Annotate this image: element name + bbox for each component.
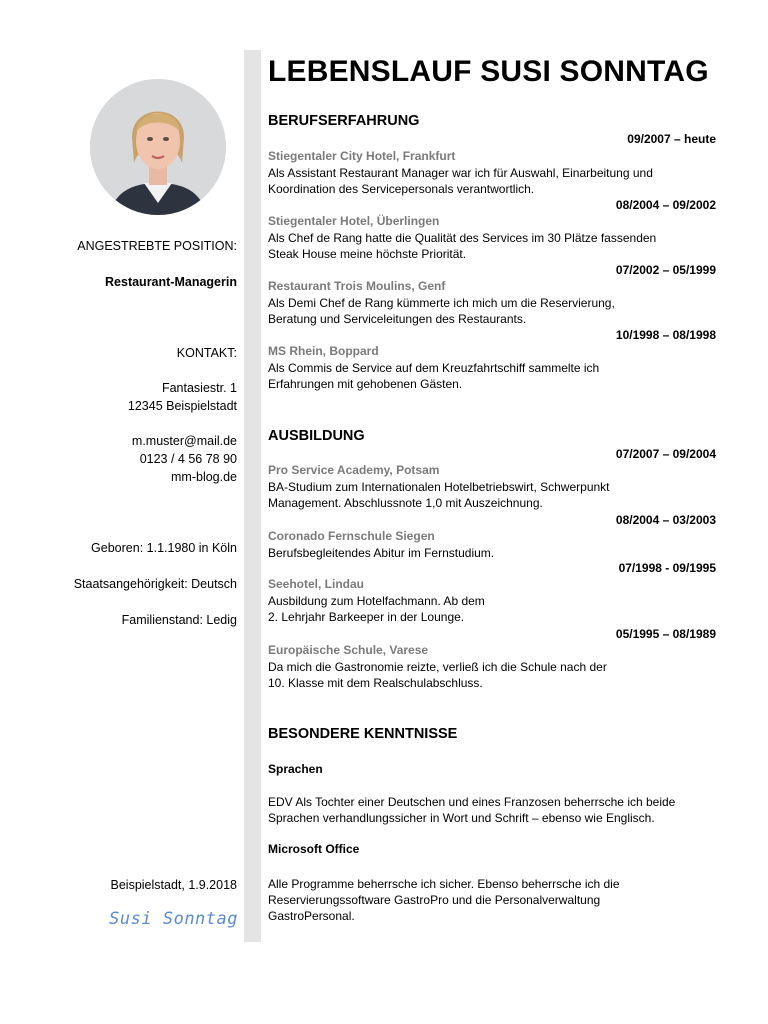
contact-street: Fantasiestr. 1 xyxy=(161,381,237,395)
description-line: Koordination des Servicepersonals verantwortlich. xyxy=(268,182,535,196)
position-label: ANGESTREBTE POSITION: xyxy=(77,239,237,253)
languages-description xyxy=(268,794,718,826)
description-line: 10. Klasse mit dem Realschulabschluss. xyxy=(268,676,483,690)
description-line: Als Demi Chef de Rang kümmerte ich mich um die Reservierung, xyxy=(268,296,615,310)
marital-status-info: Familienstand: Ledig xyxy=(121,613,237,627)
birth-info: Geboren: 1.1.1980 in Köln xyxy=(91,541,237,555)
experience-title: Stiegentaler Hotel, Überlingen xyxy=(268,214,440,228)
education-title: Pro Service Academy, Potsam xyxy=(268,463,440,477)
experience-heading: BERUFSERFAHRUNG xyxy=(268,113,420,129)
signature: Susi Sonntag xyxy=(109,909,238,929)
position-value: Restaurant-Managerin xyxy=(105,275,237,289)
education-description xyxy=(268,545,718,561)
experience-date: 07/2002 – 05/1999 xyxy=(615,263,716,277)
contact-label: KONTAKT: xyxy=(176,346,237,360)
description-line: Da mich die Gastronomie reizte, verließ ich die Schule nach der xyxy=(268,660,607,674)
portrait-image xyxy=(90,79,226,215)
experience-date: 09/2007 – heute xyxy=(627,132,716,146)
education-title: Seehotel, Lindau xyxy=(268,577,365,591)
main-content xyxy=(268,0,720,1024)
experience-description xyxy=(268,360,718,392)
description-line: Als Chef de Rang hatte die Qualität des Services im 30 Plätze fassenden xyxy=(268,231,657,245)
experience-description xyxy=(268,165,718,197)
education-title: Europäische Schule, Varese xyxy=(268,643,429,657)
description-line: Als Assistant Restaurant Manager war ich für Auswahl, Einarbeitung und xyxy=(268,166,653,180)
education-title: Coronado Fernschule Siegen xyxy=(268,529,435,543)
education-date: 08/2004 – 03/2003 xyxy=(615,513,716,527)
education-description xyxy=(268,593,718,625)
description-line: BA-Studium zum Internationalen Hotelbetriebswirt, Schwerpunkt xyxy=(268,480,610,494)
office-label: Microsoft Office xyxy=(268,842,360,856)
experience-date: 08/2004 – 09/2002 xyxy=(615,198,716,212)
vertical-divider xyxy=(244,50,261,942)
description-line: Beratung und Serviceleitungen des Restaurants. xyxy=(268,312,527,326)
description-line: Steak House meine höchste Priorität. xyxy=(268,247,467,261)
description-line: Erfahrungen mit gehobenen Gästen. xyxy=(268,377,463,391)
experience-description xyxy=(268,230,718,262)
skills-heading: BESONDERE KENNTNISSE xyxy=(268,726,458,742)
contact-blog: mm-blog.de xyxy=(171,470,237,484)
description-line: 2. Lehrjahr Barkeeper in der Lounge. xyxy=(268,610,465,624)
experience-title: MS Rhein, Boppard xyxy=(268,344,379,358)
description-line: Als Commis de Service auf dem Kreuzfahrtschiff sammelte ich xyxy=(268,361,600,375)
languages-label: Sprachen xyxy=(268,762,323,776)
description-line: Alle Programme beherrsche ich sicher. Ebenso beherrsche ich die xyxy=(268,877,620,891)
description-line: EDV Als Tochter einer Deutschen und eines Franzosen beherrsche ich beide xyxy=(268,795,676,809)
education-date: 07/2007 – 09/2004 xyxy=(615,447,716,461)
education-heading: AUSBILDUNG xyxy=(268,428,365,444)
description-line: Reservierungssoftware GastroPro und die Personalverwaltung xyxy=(268,893,601,907)
education-description xyxy=(268,659,718,691)
experience-title: Restaurant Trois Moulins, Genf xyxy=(268,279,446,293)
office-description xyxy=(268,876,718,924)
description-line: Management. Abschlussnote 1,0 mit Auszeichnung. xyxy=(268,496,543,510)
description-line: Berufsbegleitendes Abitur im Fernstudium. xyxy=(268,546,495,560)
page-title: LEBENSLAUF SUSI SONNTAG xyxy=(268,55,709,88)
place-date: Beispielstadt, 1.9.2018 xyxy=(110,878,237,892)
education-date: 07/1998 - 09/1995 xyxy=(618,561,716,575)
nationality-info: Staatsangehörigkeit: Deutsch xyxy=(73,577,237,591)
description-line: GastroPersonal. xyxy=(268,909,355,923)
contact-phone: 0123 / 4 56 78 90 xyxy=(139,452,237,466)
experience-title: Stiegentaler City Hotel, Frankfurt xyxy=(268,149,456,163)
education-date: 05/1995 – 08/1989 xyxy=(615,627,716,641)
profile-photo xyxy=(90,79,226,215)
experience-date: 10/1998 – 08/1998 xyxy=(615,328,716,342)
experience-description xyxy=(268,295,718,327)
sidebar xyxy=(0,0,244,1024)
description-line: Sprachen verhandlungssicher in Wort und Schrift – ebenso wie Englisch. xyxy=(268,811,655,825)
description-line: Ausbildung zum Hotelfachmann. Ab dem xyxy=(268,594,485,608)
education-description xyxy=(268,479,718,511)
contact-city: 12345 Beispielstadt xyxy=(127,399,237,413)
contact-email: m.muster@mail.de xyxy=(131,434,237,448)
